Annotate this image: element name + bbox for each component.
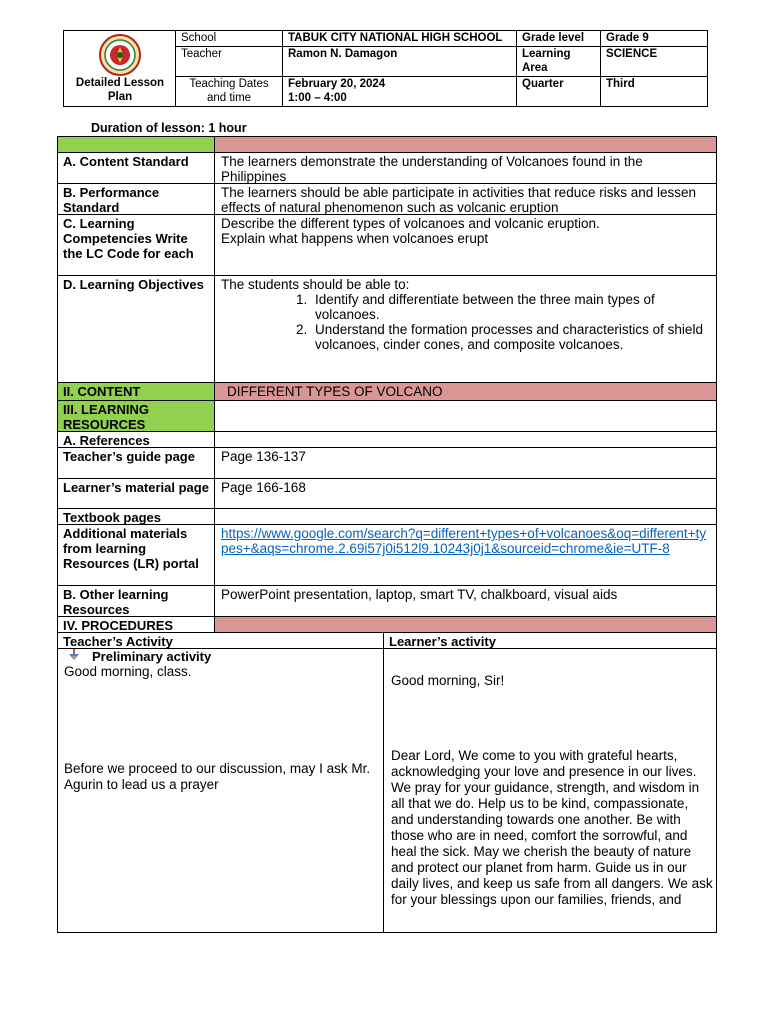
objectives-list <box>221 292 710 352</box>
activity-header-row <box>58 633 716 649</box>
references-row <box>58 432 716 448</box>
dates-value-date: February 20, 2024 <box>288 78 386 90</box>
content-standard-value: The learners demonstrate the understanding of Volcanoes found in the Philippines <box>221 154 643 184</box>
learner-activity-header: Learner’s activity <box>389 634 496 649</box>
additional-materials-value <box>215 525 716 585</box>
references-label: A. References <box>58 432 215 447</box>
objectives-header-value <box>215 137 716 152</box>
other-resources-row <box>58 586 716 617</box>
grade-level-label: Grade level <box>517 31 601 47</box>
performance-standard-label: B. Performance Standard <box>58 184 215 214</box>
learners-material-row <box>58 479 716 509</box>
other-resources-value: PowerPoint presentation, laptop, smart TV, chalkboard, visual aids <box>221 587 618 602</box>
quarter-value: Third <box>606 78 635 90</box>
objective-item: 1. Identify and differentiate between the three main types of volcanoes. <box>311 292 710 322</box>
content-row <box>58 383 716 401</box>
preliminary-activity <box>68 649 211 664</box>
teacher-activity-header: Teacher’s Activity <box>58 633 384 648</box>
arrow-bullet-icon <box>68 649 82 664</box>
objectives-header-label <box>58 137 215 152</box>
learning-resources-value <box>215 401 716 431</box>
additional-materials-link[interactable]: https://www.google.com/search?q=different+types+of+volcanoes&oq=different+types+&aqs=chrome.2.69i57j0i512l9.10243j0j1&sourceid=chrome&ie=UTF-8 <box>221 526 707 556</box>
objectives-intro: The students should be able to: <box>221 277 410 292</box>
content-standard-label: A. Content Standard <box>58 153 215 183</box>
learners-material-label: Learner’s material page <box>58 479 215 508</box>
objectives-header-row <box>58 137 716 153</box>
performance-standard-value: The learners should be able participate in activities that reduce risks and lessen effects of natural phenomenon such as volcanic eruption <box>221 185 697 215</box>
lesson-plan-table <box>57 136 717 933</box>
teacher-greeting: Good morning, class. <box>64 664 192 679</box>
school-label: School <box>176 31 283 47</box>
teachers-guide-value: Page 136-137 <box>221 449 306 464</box>
quarter-label: Quarter <box>517 77 601 106</box>
learner-prayer: Dear Lord, We come to you with grateful hearts, acknowledging your love and presence in our lives. We pray for your guidance, strength, and wisdom in all that we do. Help us to be kind, compassionate, and understanding towards one another. Be with those who are in need, comfort the sorrowful, and heal the sick. May we cherish the beauty of nature and protect our planet from harm. Guide us in our daily lives, and keep us safe from all dangers. We ask for your blessings upon our families, friends, and <box>391 748 713 907</box>
procedures-label: IV. PROCEDURES <box>58 617 215 632</box>
objective-item: 2. Understand the formation processes and characteristics of shield volcanoes, cinder cones, and composite volcanoes. <box>311 322 710 352</box>
dates-value <box>283 77 517 106</box>
content-label: II. CONTENT <box>58 383 215 400</box>
grade-level-value: Grade 9 <box>601 31 707 47</box>
objectives-label: D. Learning Objectives <box>58 276 215 382</box>
other-resources-label: B. Other learning Resources <box>58 586 215 616</box>
learning-resources-label: III. LEARNING RESOURCES <box>58 401 215 431</box>
textbook-label: Textbook pages <box>58 509 215 524</box>
content-value: DIFFERENT TYPES OF VOLCANO <box>215 383 716 400</box>
learner-greeting: Good morning, Sir! <box>391 673 505 688</box>
learning-resources-row <box>58 401 716 432</box>
textbook-value <box>215 509 716 524</box>
logo-cell <box>64 31 176 106</box>
header-info-grid <box>176 31 707 106</box>
teacher-prayer-request: Before we proceed to our discussion, may I ask Mr. Agurin to lead us a prayer <box>64 761 371 792</box>
learning-area-label: Learning Area <box>517 47 601 77</box>
document-title: Detailed Lesson Plan <box>75 77 165 103</box>
dates-label: Teaching Dates and time <box>176 77 283 106</box>
teacher-label: Teacher <box>176 47 283 77</box>
learning-area-value: SCIENCE <box>601 47 707 77</box>
teacher-value: Ramon N. Damagon <box>283 47 517 77</box>
preliminary-activity-label: Preliminary activity <box>92 649 212 664</box>
school-seal-logo <box>94 33 146 77</box>
competency-line: Explain what happens when volcanoes erupt <box>221 231 489 246</box>
school-value: TABUK CITY NATIONAL HIGH SCHOOL <box>283 31 517 47</box>
objectives-value <box>215 276 716 382</box>
objectives-row <box>58 276 716 383</box>
lesson-plan-header <box>63 30 708 107</box>
competencies-label: C. Learning Competencies Write the LC Code for each <box>58 215 215 275</box>
lesson-duration: Duration of lesson: 1 hour <box>91 121 247 135</box>
procedures-value <box>215 617 716 632</box>
content-standard-row <box>58 153 716 184</box>
textbook-row <box>58 509 716 525</box>
additional-materials-label: Additional materials from learning Resources (LR) portal <box>58 525 215 585</box>
teachers-guide-row <box>58 448 716 479</box>
competencies-row <box>58 215 716 276</box>
teachers-guide-label: Teacher’s guide page <box>58 448 215 478</box>
competencies-value <box>215 215 716 275</box>
references-value <box>215 432 716 447</box>
dates-value-time: 1:00 – 4:00 <box>288 91 347 104</box>
additional-materials-row <box>58 525 716 586</box>
learners-material-value: Page 166-168 <box>221 480 306 495</box>
procedures-row <box>58 617 716 633</box>
performance-standard-row <box>58 184 716 215</box>
competency-line: Describe the different types of volcanoes and volcanic eruption. <box>221 216 600 231</box>
